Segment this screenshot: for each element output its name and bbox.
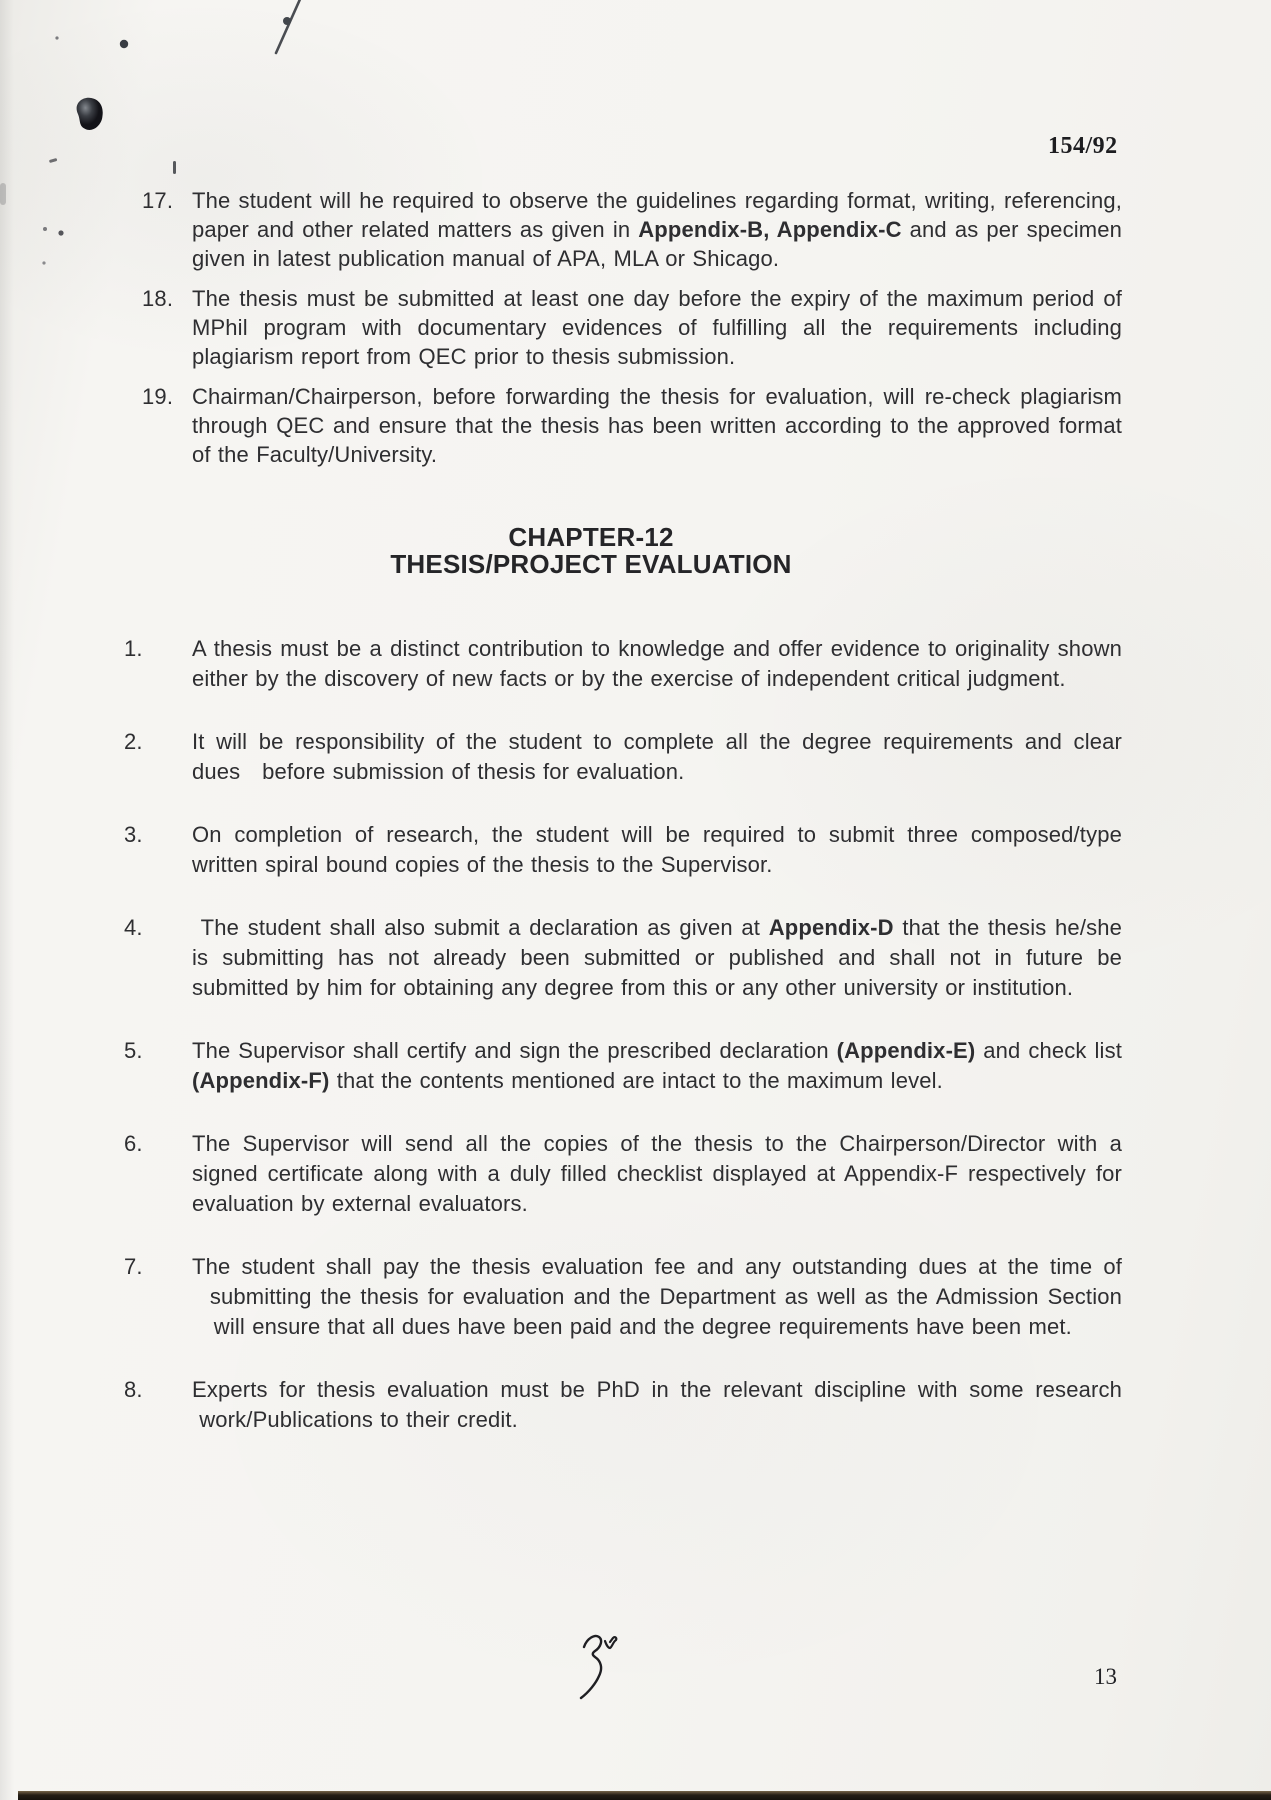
edge-smudge xyxy=(0,183,6,205)
item-number: 7. xyxy=(124,1254,143,1279)
item-number: 5. xyxy=(124,1038,143,1063)
item-text: The Supervisor shall certify and sign the prescribed declaration (Appendix-E) and check list (Appendix-F) that the contents mentioned are intact to the maximum level. xyxy=(192,1038,1122,1093)
scan-bottom-edge xyxy=(18,1791,1271,1800)
ink-speck xyxy=(55,36,58,39)
list-item xyxy=(124,382,1122,469)
item-text: Experts for thesis evaluation must be PhD in the relevant discipline with some research work/Publications to their credit. xyxy=(192,1377,1122,1432)
item-number: 1. xyxy=(124,636,143,661)
ink-dot xyxy=(120,40,128,48)
list-item xyxy=(124,1129,1122,1219)
item-number: 4. xyxy=(124,915,143,940)
signature-mark xyxy=(574,1632,624,1704)
item-text: It will be responsibility of the student to complete all the degree requirements and clear dues before submission of thesis for evaluation. xyxy=(192,729,1122,784)
document-body xyxy=(124,186,1122,1435)
ink-speck xyxy=(49,158,58,163)
item-text: A thesis must be a distinct contribution to knowledge and offer evidence to originality shown either by the discovery of new facts or by the exercise of independent critical judgment. xyxy=(192,636,1122,691)
item-number: 6. xyxy=(124,1131,143,1156)
item-text: The student shall pay the thesis evaluation fee and any outstanding dues at the time of submitting the thesis for evaluation and the Department as well as the Admission Section will ensure that all dues have been paid and the degree requirements have been met. xyxy=(192,1254,1122,1339)
chapter-subtitle: THESIS/PROJECT EVALUATION xyxy=(390,549,792,579)
ink-speck xyxy=(42,261,45,264)
item-text: On completion of research, the student will be required to submit three composed/type written spiral bound copies of the thesis to the Supervisor. xyxy=(192,822,1122,877)
list-item xyxy=(124,913,1122,1003)
item-number: 19. xyxy=(142,384,174,409)
item-number: 2. xyxy=(124,729,143,754)
item-number: 3. xyxy=(124,822,143,847)
chapter-title: CHAPTER-12 xyxy=(508,522,674,552)
item-text: The Supervisor will send all the copies of the thesis to the Chairperson/Director with a signed certificate along with a duly filled checklist displayed at Appendix-F respectively for evaluation by external evaluators. xyxy=(192,1131,1122,1216)
main-numbered-list xyxy=(124,634,1122,1435)
top-numbered-list xyxy=(124,186,1122,469)
list-item xyxy=(124,820,1122,880)
pen-stroke-mark xyxy=(276,0,301,53)
item-text: The student shall also submit a declaration as given at Appendix-D that the thesis he/she is submitting has not already been submitted or published and shall not in future be submitted by him for obtaining any degree from this or any other university or institution. xyxy=(192,915,1122,1000)
item-text: The student will he required to observe the guidelines regarding format, writing, referencing, paper and other related matters as given in Appendix-B, Appendix-C and as per specimen given in latest publication manual of APA, MLA or Shicago. xyxy=(192,188,1123,271)
list-item xyxy=(124,284,1122,371)
item-text: The thesis must be submitted at least one day before the expiry of the maximum period of MPhil program with documentary evidences of fulfilling all the requirements including plagiarism report from QEC prior to thesis submission. xyxy=(192,286,1122,369)
list-item xyxy=(124,727,1122,787)
list-item xyxy=(124,1036,1122,1096)
list-item xyxy=(124,634,1122,694)
ink-blob xyxy=(75,96,105,131)
ink-speck xyxy=(173,161,176,174)
chapter-heading xyxy=(92,524,1090,578)
item-number: 17. xyxy=(142,188,174,213)
page-number: 13 xyxy=(1094,1664,1117,1689)
item-text: Chairman/Chairperson, before forwarding the thesis for evaluation, will re-check plagiarism through QEC and ensure that the thesis has been written according to the approved format of the Faculty/University. xyxy=(192,384,1122,467)
ink-speck xyxy=(43,227,47,231)
list-item xyxy=(124,1375,1122,1435)
ink-speck xyxy=(58,230,63,235)
item-number: 8. xyxy=(124,1377,143,1402)
list-item xyxy=(124,186,1122,273)
item-number: 18. xyxy=(142,286,174,311)
doc-ref: 154/92 xyxy=(1048,133,1118,159)
ink-dot xyxy=(283,17,291,25)
list-item xyxy=(124,1252,1122,1342)
